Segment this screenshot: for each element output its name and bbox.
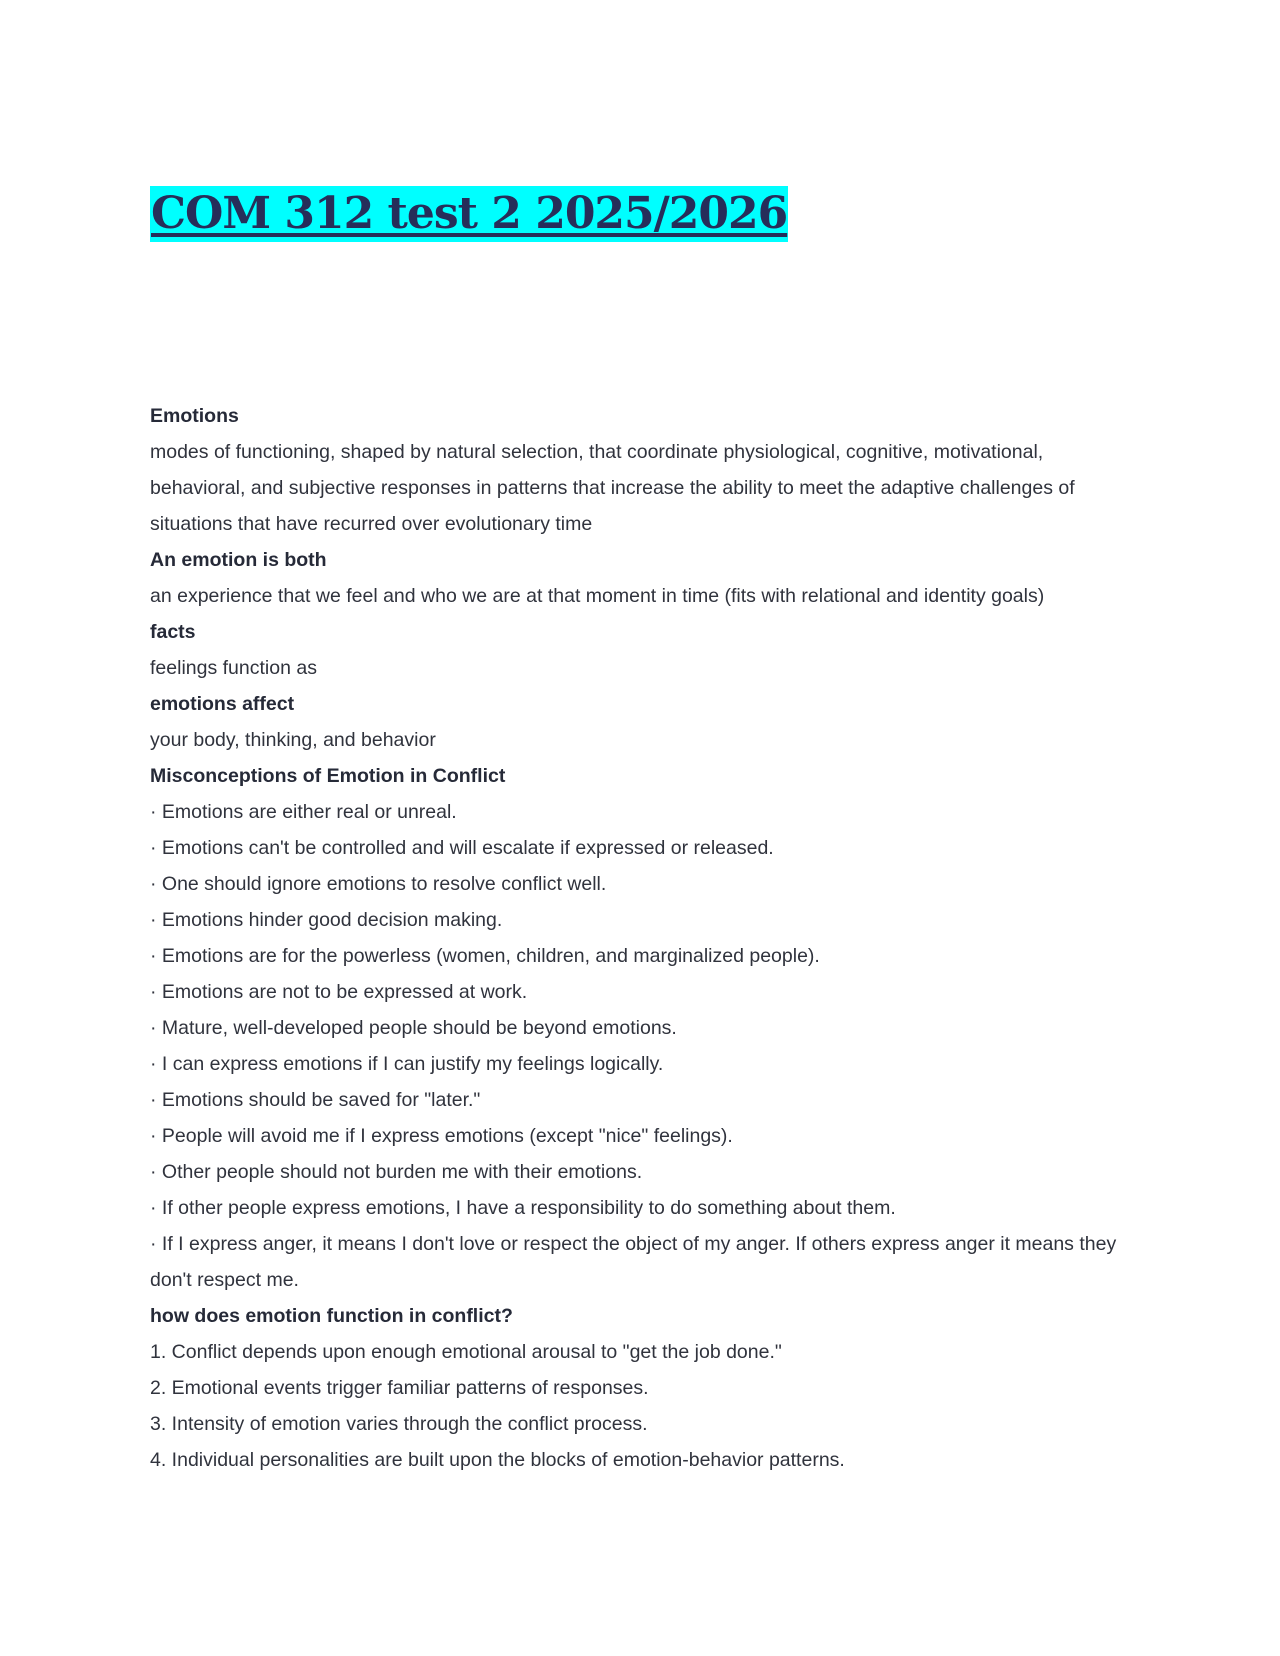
definition: feelings function as — [150, 657, 317, 679]
misconceptions-heading: Misconceptions of Emotion in Conflict — [150, 765, 506, 787]
list-item: 2. Emotional events trigger familiar patterns of responses. — [150, 1377, 649, 1399]
list-item: · Emotions are for the powerless (women, children, and marginalized people). — [150, 945, 820, 967]
list-item: · Emotions can't be controlled and will escalate if expressed or released. — [150, 837, 774, 859]
definition: your body, thinking, and behavior — [150, 729, 436, 751]
term: facts — [150, 621, 196, 643]
list-item: · Emotions hinder good decision making. — [150, 909, 503, 931]
list-item: · Mature, well-developed people should be beyond emotions. — [150, 1017, 677, 1039]
term: Emotions — [150, 405, 239, 427]
list-item: · I can express emotions if I can justify my feelings logically. — [150, 1053, 664, 1075]
definition: modes of functioning, shaped by natural selection, that coordinate physiological, cognitive, motivational, behavioral, and subjective responses in patterns that increase the ability to meet the adaptive challenges of situations that have recurred over evolutionary time — [150, 441, 1075, 535]
list-item: 1. Conflict depends upon enough emotional arousal to "get the job done." — [150, 1341, 782, 1363]
list-item: 4. Individual personalities are built upon the blocks of emotion-behavior patterns. — [150, 1449, 845, 1471]
term: emotions affect — [150, 693, 295, 715]
list-item: · Emotions are either real or unreal. — [150, 801, 457, 823]
list-item: 3. Intensity of emotion varies through the conflict process. — [150, 1413, 648, 1435]
list-item: · If I express anger, it means I don't love or respect the object of my anger. If others express anger it means they don't respect me. — [150, 1233, 1117, 1291]
document-title: COM 312 test 2 2025/2026 — [150, 186, 788, 242]
list-item: · Emotions should be saved for "later." — [150, 1089, 481, 1111]
function-heading: how does emotion function in conflict? — [150, 1305, 513, 1327]
list-item: · Emotions are not to be expressed at work. — [150, 981, 528, 1003]
list-item: · Other people should not burden me with their emotions. — [150, 1161, 643, 1183]
list-item: · One should ignore emotions to resolve conflict well. — [150, 873, 607, 895]
document-body — [150, 398, 1120, 1478]
list-item: · People will avoid me if I express emotions (except "nice" feelings). — [150, 1125, 733, 1147]
list-item: · If other people express emotions, I have a responsibility to do something about them. — [150, 1197, 896, 1219]
term: An emotion is both — [150, 549, 327, 571]
definition: an experience that we feel and who we are at that moment in time (fits with relational and identity goals) — [150, 585, 1045, 607]
